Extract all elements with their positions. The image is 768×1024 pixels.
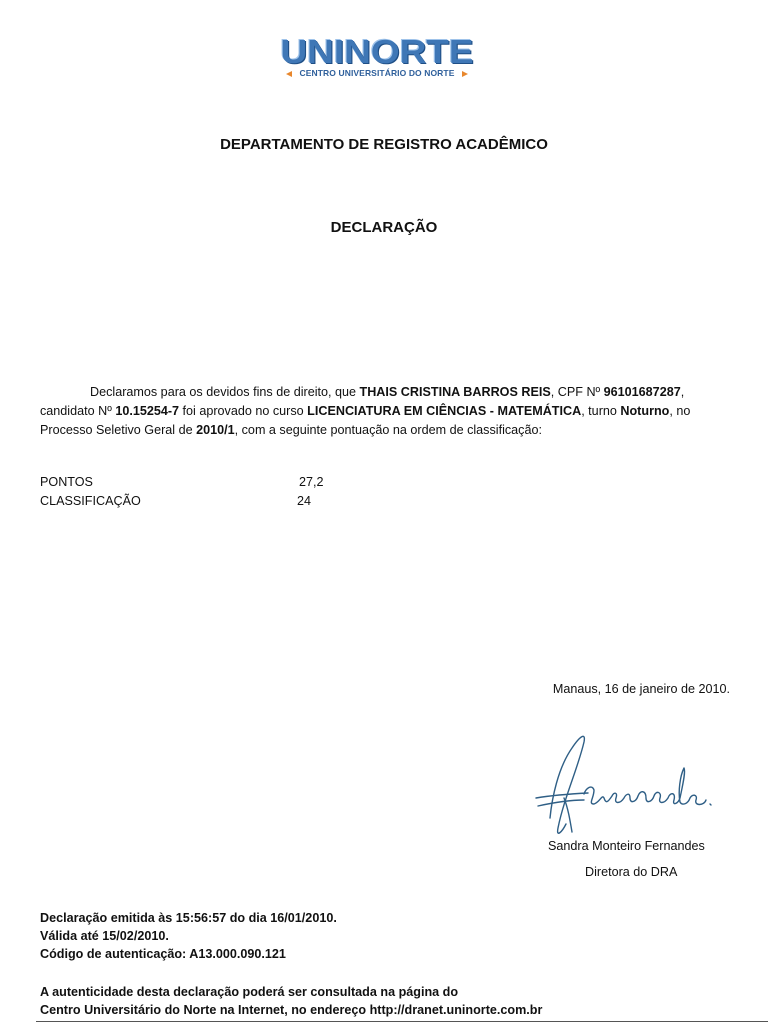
handwritten-signature xyxy=(528,728,728,838)
auth-code-line: Código de autenticação: A13.000.090.121 xyxy=(40,947,286,961)
signer-role: Diretora do DRA xyxy=(585,865,678,879)
body-text: , CPF Nº xyxy=(550,385,604,399)
points-label: PONTOS xyxy=(40,475,93,489)
signer-name: Sandra Monteiro Fernandes xyxy=(548,839,705,853)
body-text: , no Processo Seletivo Geral de xyxy=(40,404,691,437)
points-value: 27,2 xyxy=(299,475,324,489)
valid-until-line: Válida até 15/02/2010. xyxy=(40,929,169,943)
student-name: THAIS CRISTINA BARROS REIS xyxy=(359,385,551,399)
cpf-number: 96101687287 xyxy=(603,385,681,399)
place-date: Manaus, 16 de janeiro de 2010. xyxy=(552,682,730,696)
document-title: DECLARAÇÃO xyxy=(330,219,438,236)
body-text: , turno xyxy=(581,404,621,418)
body-text: foi aprovado no curso xyxy=(179,404,308,418)
institution-logo xyxy=(280,33,474,82)
authenticity-note-line-1: A autenticidade desta declaração poderá ser consultada na página do xyxy=(40,985,459,999)
selection-period: 2010/1 xyxy=(196,423,235,437)
course-name: LICENCIATURA EM CIÊNCIAS - MATEMÁTICA xyxy=(307,404,582,418)
bottom-divider xyxy=(36,1021,768,1022)
issued-line: Declaração emitida às 15:56:57 do dia 16/01/2010. xyxy=(40,911,337,925)
rank-value: 24 xyxy=(297,494,312,508)
body-text: Declaramos para os devidos fins de direito, que xyxy=(90,385,360,399)
body-text: , com a seguinte pontuação na ordem de classificação: xyxy=(234,423,542,437)
logo-brand-text: UNINORTE xyxy=(280,33,474,70)
authenticity-note-line-2: Centro Universitário do Norte na Internet, no endereço http://dranet.uninorte.com.br xyxy=(40,1003,543,1017)
logo-tagline: CENTRO UNIVERSITÁRIO DO NORTE xyxy=(299,68,455,78)
logo-right-arrow-icon xyxy=(462,71,468,77)
shift-name: Noturno xyxy=(620,404,670,418)
body-text: , candidato Nº xyxy=(40,385,685,418)
rank-label: CLASSIFICAÇÃO xyxy=(40,494,141,508)
department-heading: DEPARTAMENTO DE REGISTRO ACADÊMICO xyxy=(220,136,548,153)
declaration-paragraph xyxy=(40,383,730,440)
candidate-number: 10.15254-7 xyxy=(115,404,180,418)
